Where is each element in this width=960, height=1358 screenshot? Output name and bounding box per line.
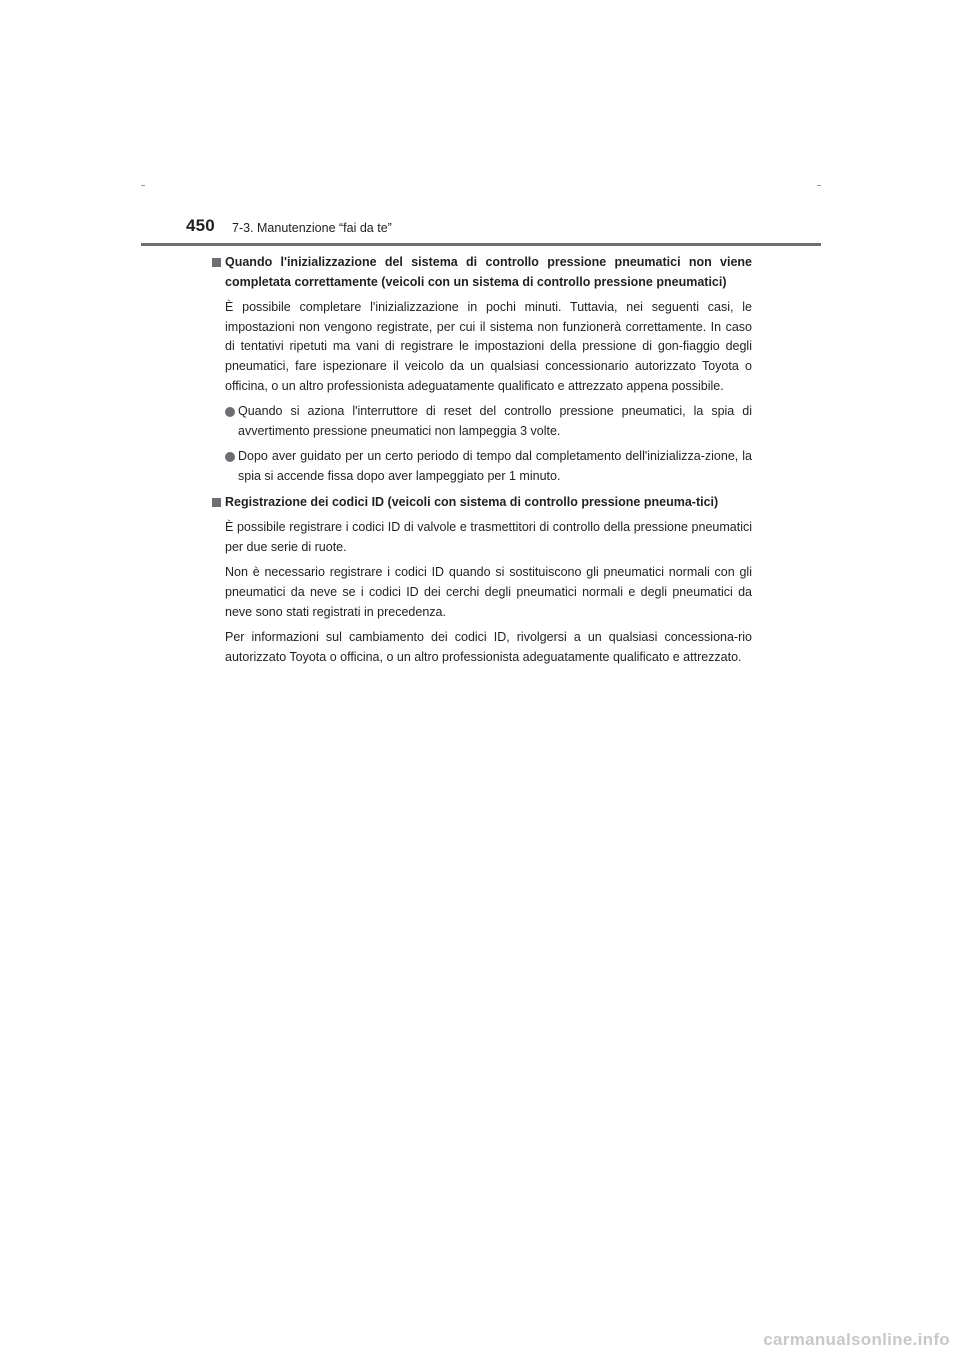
- paragraph: Non è necessario registrare i codici ID quando si sostituiscono gli pneumatici normali con gli pneumatici da neve se i codici ID dei cerchi degli pneumatici normali e degli pneumatici da neve sono stati registrati in precedenza.: [225, 565, 752, 619]
- page-number: 450: [186, 216, 215, 235]
- circle-bullet-icon: [225, 407, 235, 417]
- square-bullet-icon: [212, 498, 221, 507]
- header-rule: [141, 243, 821, 246]
- crop-mark-right: [817, 185, 821, 186]
- paragraph: Per informazioni sul cambiamento dei codici ID, rivolgersi a un qualsiasi concessiona-rio autorizzato Toyota o officina, o un altro professionista adeguatamente qualificato e attrezzato.: [225, 630, 752, 664]
- page-content: [212, 253, 752, 673]
- section-heading-text: Registrazione dei codici ID (veicoli con sistema di controllo pressione pneuma-tici): [225, 494, 719, 509]
- section-heading-text: Quando l'inizializzazione del sistema di controllo pressione pneumatici non viene completata correttamente (veicoli con un sistema di controllo pressione pneumatici): [225, 255, 752, 289]
- section-title: 7-3. Manutenzione “fai da te”: [232, 221, 392, 235]
- square-bullet-icon: [212, 258, 221, 267]
- list-item: [212, 402, 752, 441]
- list-item: [212, 447, 752, 486]
- list-item-text: Quando si aziona l'interruttore di reset del controllo pressione pneumatici, la spia di avvertimento pressione pneumatici non lampeggia 3 volte.: [238, 404, 752, 438]
- watermark: carmanualsonline.info: [763, 1330, 950, 1349]
- section-heading: [212, 493, 752, 513]
- circle-bullet-icon: [225, 452, 235, 462]
- crop-mark-left: [141, 185, 145, 186]
- section-heading: [212, 253, 752, 292]
- list-item-text: Dopo aver guidato per un certo periodo di tempo dal completamento dell'inizializza-zione, la spia si accende fissa dopo aver lampeggiato per 1 minuto.: [238, 449, 752, 483]
- paragraph: È possibile registrare i codici ID di valvole e trasmettitori di controllo della pressione pneumatici per due serie di ruote.: [225, 520, 752, 554]
- paragraph: È possibile completare l'inizializzazione in pochi minuti. Tuttavia, nei seguenti casi, le impostazioni non vengono registrate, per cui il sistema non funzionerà correttamente. In caso di tentativi ripetuti ma vani di registrare le impostazioni della pressione di gon-fiaggio degli pneumatici, fare ispezionare il veicolo da un qualsiasi concessionario autorizzato Toyota o officina, o un altro professionista adeguatamente qualificato e attrezzato appena possibile.: [225, 300, 752, 393]
